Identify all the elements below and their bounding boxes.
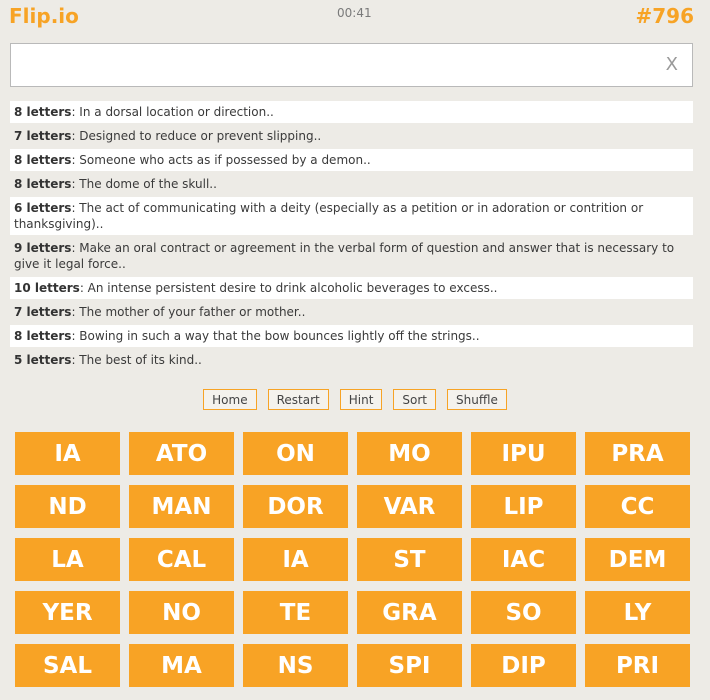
- letter-tile[interactable]: ST: [357, 538, 462, 581]
- clue-text: : Make an oral contract or agreement in the verbal form of question and answer that is necessary to give it legal force..: [14, 241, 675, 271]
- shuffle-button[interactable]: Shuffle: [447, 389, 507, 410]
- answer-input[interactable]: [11, 44, 651, 86]
- clue-length: 10 letters: [14, 281, 80, 295]
- letter-tile[interactable]: DOR: [243, 485, 348, 528]
- clue-length: 7 letters: [14, 129, 72, 143]
- letter-tile[interactable]: CC: [585, 485, 690, 528]
- letter-tile[interactable]: NO: [129, 591, 234, 634]
- letter-tile[interactable]: PRI: [585, 644, 690, 687]
- letter-tile[interactable]: MO: [357, 432, 462, 475]
- letter-tile[interactable]: IAC: [471, 538, 576, 581]
- letter-tile[interactable]: ND: [15, 485, 120, 528]
- sort-button[interactable]: Sort: [393, 389, 436, 410]
- timer: 00:41: [337, 6, 372, 20]
- letter-tile[interactable]: IA: [243, 538, 348, 581]
- letter-tile[interactable]: PRA: [585, 432, 690, 475]
- clue-text: : Someone who acts as if possessed by a demon..: [71, 153, 371, 167]
- letter-tile[interactable]: TE: [243, 591, 348, 634]
- clue-text: : Designed to reduce or prevent slipping..: [71, 129, 322, 143]
- clue-length: 8 letters: [14, 177, 72, 191]
- clue-text: : In a dorsal location or direction..: [71, 105, 274, 119]
- clue-length: 8 letters: [14, 153, 72, 167]
- clue-length: 9 letters: [14, 241, 72, 255]
- letter-tile[interactable]: MAN: [129, 485, 234, 528]
- letter-tile[interactable]: IA: [15, 432, 120, 475]
- letter-tile[interactable]: LA: [15, 538, 120, 581]
- letter-tile[interactable]: IPU: [471, 432, 576, 475]
- letter-tile[interactable]: ON: [243, 432, 348, 475]
- clue-text: : An intense persistent desire to drink alcoholic beverages to excess..: [79, 281, 498, 295]
- letter-tile[interactable]: LY: [585, 591, 690, 634]
- letter-tile[interactable]: CAL: [129, 538, 234, 581]
- clue-length: 8 letters: [14, 329, 72, 343]
- clue-item: [10, 125, 693, 147]
- letter-tile[interactable]: NS: [243, 644, 348, 687]
- clue-text: : The dome of the skull..: [71, 177, 217, 191]
- clue-item: [10, 237, 693, 275]
- letter-tile[interactable]: ATO: [129, 432, 234, 475]
- clue-item: [10, 149, 693, 171]
- clue-length: 7 letters: [14, 305, 72, 319]
- restart-button[interactable]: Restart: [268, 389, 329, 410]
- letter-tile[interactable]: DEM: [585, 538, 690, 581]
- letter-tile[interactable]: SPI: [357, 644, 462, 687]
- clue-text: : The act of communicating with a deity (especially as a petition or in adoration or contrition or thanksgiving)..: [14, 201, 644, 231]
- logo[interactable]: Flip.io: [9, 4, 79, 28]
- tile-grid: [15, 432, 690, 687]
- answer-box: [10, 43, 693, 87]
- clue-item: [10, 325, 693, 347]
- control-bar: [0, 389, 710, 410]
- letter-tile[interactable]: DIP: [471, 644, 576, 687]
- letter-tile[interactable]: MA: [129, 644, 234, 687]
- letter-tile[interactable]: VAR: [357, 485, 462, 528]
- clue-text: : The mother of your father or mother..: [71, 305, 306, 319]
- clue-length: 8 letters: [14, 105, 72, 119]
- clue-item: [10, 173, 693, 195]
- letter-tile[interactable]: SAL: [15, 644, 120, 687]
- clue-text: : The best of its kind..: [71, 353, 202, 367]
- letter-tile[interactable]: LIP: [471, 485, 576, 528]
- clue-length: 5 letters: [14, 353, 72, 367]
- letter-tile[interactable]: GRA: [357, 591, 462, 634]
- clue-item: [10, 301, 693, 323]
- puzzle-number: #796: [635, 4, 694, 28]
- clue-item: [10, 349, 693, 371]
- letter-tile[interactable]: YER: [15, 591, 120, 634]
- home-button[interactable]: Home: [203, 389, 256, 410]
- clue-list: [10, 101, 693, 373]
- letter-tile[interactable]: SO: [471, 591, 576, 634]
- clue-item: [10, 277, 693, 299]
- clue-item: [10, 197, 693, 235]
- clue-length: 6 letters: [14, 201, 72, 215]
- clue-text: : Bowing in such a way that the bow bounces lightly off the strings..: [71, 329, 480, 343]
- clear-button[interactable]: X: [665, 54, 678, 75]
- clue-item: [10, 101, 693, 123]
- hint-button[interactable]: Hint: [340, 389, 383, 410]
